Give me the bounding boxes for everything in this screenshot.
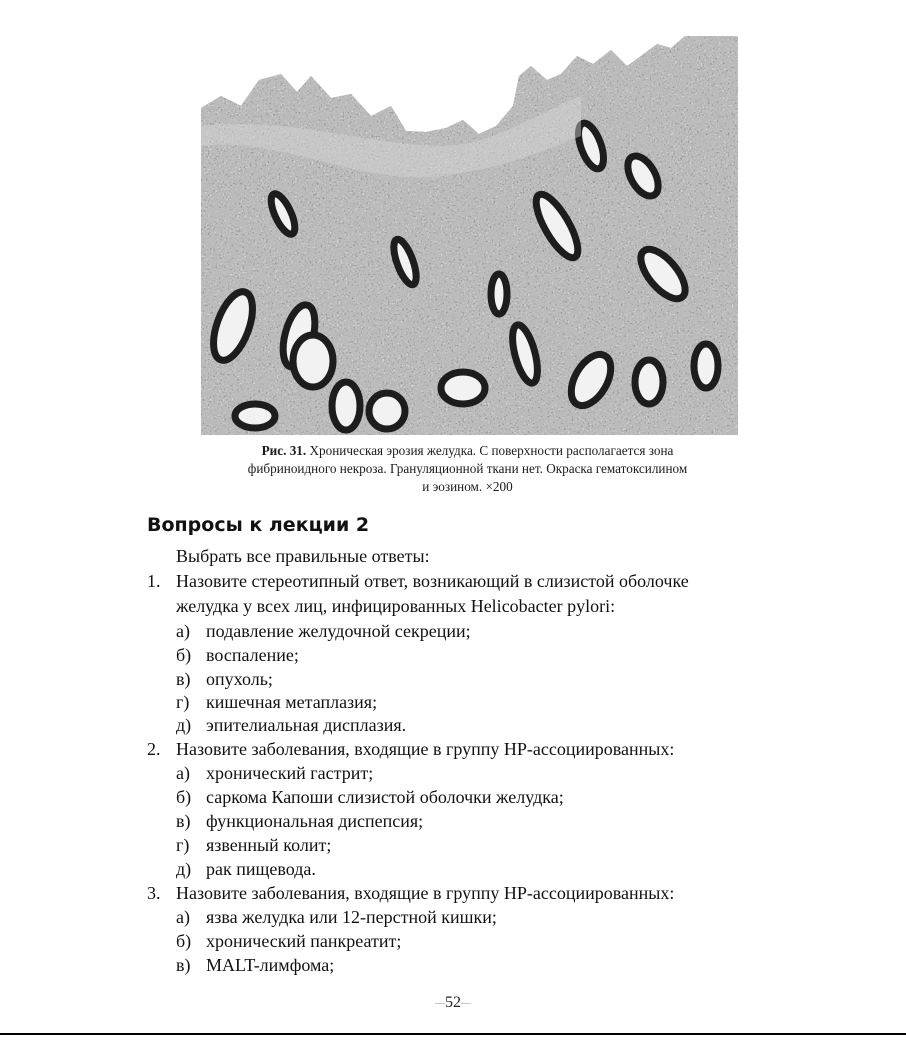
option-letter: а) (176, 763, 190, 783)
option-letter: в) (176, 811, 191, 831)
section-heading: Вопросы к лекции 2 (147, 514, 370, 536)
option-text: эпителиальная дисплазия. (206, 715, 407, 735)
answer-option (176, 953, 334, 977)
answer-option (176, 761, 373, 785)
answer-option (176, 619, 471, 643)
option-text: язва желудка или 12-перстной кишки; (206, 907, 497, 927)
option-letter: д) (176, 859, 192, 879)
answer-option (176, 929, 401, 953)
question-number: 1. (147, 571, 161, 591)
option-letter: а) (176, 621, 190, 641)
page-number-dash-left: — (435, 997, 445, 1009)
answer-option (176, 713, 406, 737)
option-text: функциональная диспепсия; (206, 811, 424, 831)
answer-option (176, 809, 423, 833)
option-text: рак пищевода. (206, 859, 316, 879)
question-text: Назовите заболевания, входящие в группу HP-ассоциированных: (176, 883, 675, 903)
answer-option (176, 667, 273, 691)
histology-micrograph (201, 36, 738, 435)
figure-label: Рис. 31. (261, 443, 307, 458)
answer-option (176, 857, 316, 881)
option-letter: а) (176, 907, 190, 927)
option-text: кишечная метаплазия; (206, 692, 378, 712)
answer-option (176, 643, 299, 667)
option-letter: г) (176, 835, 190, 855)
figure-caption (150, 442, 785, 496)
page-number-dash-right: — (461, 997, 471, 1009)
question-text: желудка у всех лиц, инфицированных Helicobacter pylori: (176, 596, 616, 616)
page-number: 52 (445, 994, 461, 1011)
option-text: хронический гастрит; (206, 763, 374, 783)
option-letter: д) (176, 715, 192, 735)
answer-option (176, 690, 377, 714)
page-number-footer (0, 994, 906, 1012)
option-text: хронический панкреатит; (206, 931, 402, 951)
page-bottom-rule (0, 1033, 906, 1035)
instructions-text: Выбрать все правильные ответы: (176, 546, 430, 566)
question-text: Назовите стереотипный ответ, возникающий в слизистой оболочке (176, 571, 689, 591)
caption-line-3: и эозином. ×200 (422, 479, 513, 494)
option-text: язвенный колит; (206, 835, 332, 855)
option-letter: б) (176, 645, 192, 665)
answer-option (176, 833, 331, 857)
option-letter: в) (176, 955, 191, 975)
option-letter: в) (176, 669, 191, 689)
question-number: 3. (147, 883, 161, 903)
answer-option (176, 905, 497, 929)
option-letter: б) (176, 931, 192, 951)
option-text: MALT-лимфома; (206, 955, 335, 975)
caption-line-1: Хроническая эрозия желудка. С поверхности располагается зона (309, 443, 674, 458)
option-text: саркома Капоши слизистой оболочки желудка; (206, 787, 564, 807)
option-letter: г) (176, 692, 190, 712)
answer-option (176, 785, 564, 809)
option-text: воспаление; (206, 645, 299, 665)
question-text: Назовите заболевания, входящие в группу HP-ассоциированных: (176, 739, 675, 759)
option-letter: б) (176, 787, 192, 807)
question-number: 2. (147, 739, 161, 759)
option-text: подавление желудочной секреции; (206, 621, 471, 641)
option-text: опухоль; (206, 669, 273, 689)
caption-line-2: фибриноидного некроза. Грануляционной ткани нет. Окраска гематоксилином (247, 461, 688, 476)
